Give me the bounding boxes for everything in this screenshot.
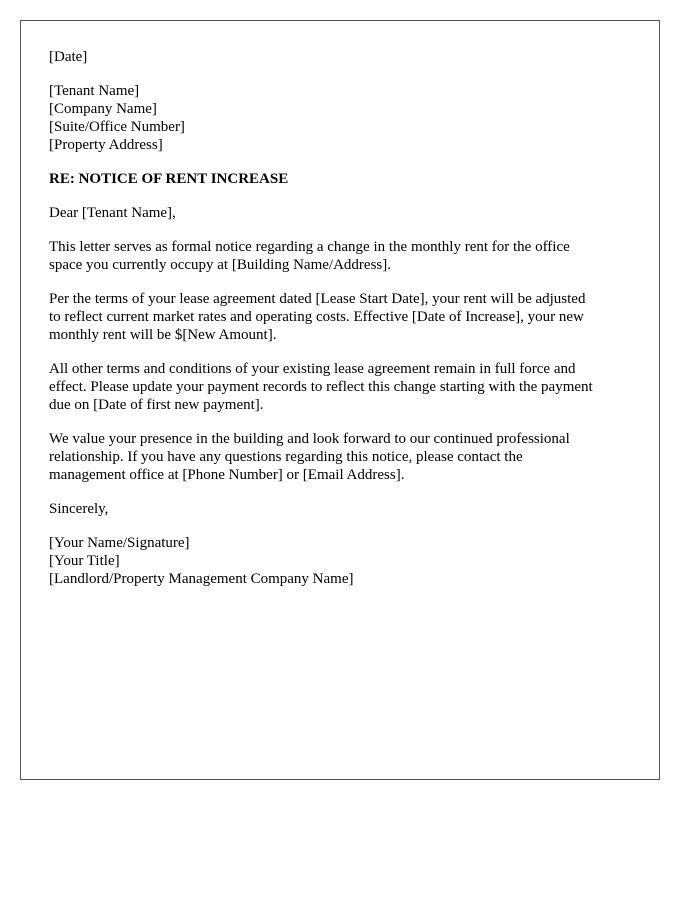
closing-block — [49, 500, 639, 518]
subject-block — [49, 170, 639, 188]
paragraph-line: management office at [Phone Number] or [Email Address]. — [49, 467, 405, 483]
letter-page — [20, 20, 660, 780]
paragraph-line: to reflect current market rates and operating costs. Effective [Date of Increase], your new — [49, 309, 584, 325]
recipient-company-name: [Company Name] — [49, 101, 157, 117]
body-paragraph-2 — [49, 290, 639, 344]
paragraph-line: Per the terms of your lease agreement dated [Lease Start Date], your rent will be adjusted — [49, 291, 586, 307]
recipient-address — [49, 82, 639, 154]
letter-date: [Date] — [49, 49, 88, 65]
signature-title: [Your Title] — [49, 553, 120, 569]
recipient-tenant-name: [Tenant Name] — [49, 83, 140, 99]
recipient-property-address: [Property Address] — [49, 137, 163, 153]
paragraph-line: monthly rent will be $[New Amount]. — [49, 327, 277, 343]
body-paragraph-3 — [49, 360, 639, 414]
paragraph-line: effect. Please update your payment records to reflect this change starting with the payment — [49, 379, 593, 395]
salutation-block — [49, 204, 639, 222]
body-paragraph-4 — [49, 430, 639, 484]
body-paragraph-1 — [49, 238, 639, 274]
paragraph-line: All other terms and conditions of your existing lease agreement remain in full force and — [49, 361, 576, 377]
paragraph-line: We value your presence in the building and look forward to our continued professional — [49, 431, 570, 447]
paragraph-line: due on [Date of first new payment]. — [49, 397, 264, 413]
paragraph-line: This letter serves as formal notice regarding a change in the monthly rent for the office — [49, 239, 570, 255]
signature-company: [Landlord/Property Management Company Name] — [49, 571, 354, 587]
signature-block — [49, 534, 639, 588]
date-block — [49, 48, 639, 66]
paragraph-line: space you currently occupy at [Building Name/Address]. — [49, 257, 391, 273]
paragraph-line: relationship. If you have any questions regarding this notice, please contact the — [49, 449, 523, 465]
letter-subject: RE: NOTICE OF RENT INCREASE — [49, 171, 289, 187]
signature-name: [Your Name/Signature] — [49, 535, 190, 551]
letter-closing: Sincerely, — [49, 501, 109, 517]
letter-salutation: Dear [Tenant Name], — [49, 205, 176, 221]
letter-body — [49, 48, 639, 604]
recipient-suite: [Suite/Office Number] — [49, 119, 185, 135]
